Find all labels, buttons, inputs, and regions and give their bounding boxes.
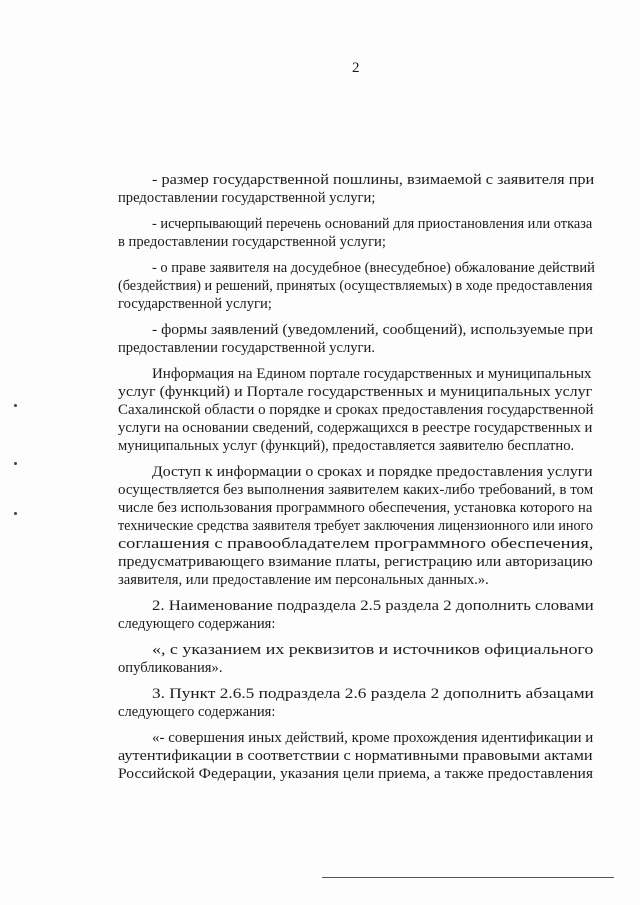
text-line: следующего содержания: bbox=[118, 616, 276, 632]
margin-mark bbox=[14, 404, 17, 407]
text-line: предусматривающего взимание платы, регистрацию или авторизацию bbox=[118, 554, 593, 570]
text-line: Сахалинской области о порядке и сроках предоставления государственной bbox=[118, 402, 594, 418]
text-line: услуги на основании сведений, содержащихся в реестре государственных и bbox=[118, 420, 593, 436]
text-line: - исчерпывающий перечень оснований для приостановления или отказа bbox=[152, 216, 593, 232]
text-line: 3. Пункт 2.6.5 подраздела 2.6 раздела 2 дополнить абзацами bbox=[152, 686, 594, 702]
text-line: «- совершения иных действий, кроме прохождения идентификации и bbox=[152, 730, 594, 746]
page-number: 2 bbox=[352, 60, 360, 76]
text-line: числе без использования программного обеспечения, установка которого на bbox=[118, 500, 593, 516]
text-line: осуществляется без выполнения заявителем каких-либо требований, в том bbox=[118, 482, 594, 498]
margin-mark bbox=[14, 462, 17, 465]
text-line: Российской Федерации, указания цели приема, а также предоставления bbox=[118, 766, 594, 782]
margin-mark bbox=[14, 512, 17, 515]
text-line: муниципальных услуг (функций), предоставляется заявителю бесплатно. bbox=[118, 438, 575, 454]
text-line: 2. Наименование подраздела 2.5 раздела 2 дополнить словами bbox=[152, 598, 594, 614]
bottom-rule bbox=[322, 877, 614, 878]
text-line: - размер государственной пошлины, взимаемой с заявителя при bbox=[152, 172, 595, 188]
text-line: предоставлении государственной услуги. bbox=[118, 340, 375, 356]
text-line: следующего содержания: bbox=[118, 704, 276, 720]
text-line: технические средства заявителя требует заключения лицензионного или иного bbox=[118, 518, 594, 534]
text-line: услуг (функций) и Портале государственных и муниципальных услуг bbox=[118, 384, 593, 400]
text-line: заявителя, или предоставление им персональных данных.». bbox=[118, 572, 489, 588]
text-line: опубликования». bbox=[118, 660, 223, 676]
text-line: государственной услуги; bbox=[118, 296, 272, 312]
text-line: - формы заявлений (уведомлений, сообщений), используемые при bbox=[152, 322, 593, 338]
text-line: в предоставлении государственной услуги; bbox=[118, 234, 386, 250]
text-line: «, с указанием их реквизитов и источников официального bbox=[152, 642, 594, 658]
text-line: Информация на Едином портале государственных и муниципальных bbox=[152, 366, 592, 382]
text-line: соглашения с правообладателем программного обеспечения, bbox=[118, 536, 594, 552]
text-line: (бездействия) и решений, принятых (осуществляемых) в ходе предоставления bbox=[118, 278, 593, 294]
text-line: предоставлении государственной услуги; bbox=[118, 190, 376, 206]
text-line: Доступ к информации о сроках и порядке предоставления услуги bbox=[152, 464, 593, 480]
text-line: аутентификации в соответствии с нормативными правовыми актами bbox=[118, 748, 593, 764]
text-line: - о праве заявителя на досудебное (внесудебное) обжалование действий bbox=[152, 260, 595, 276]
